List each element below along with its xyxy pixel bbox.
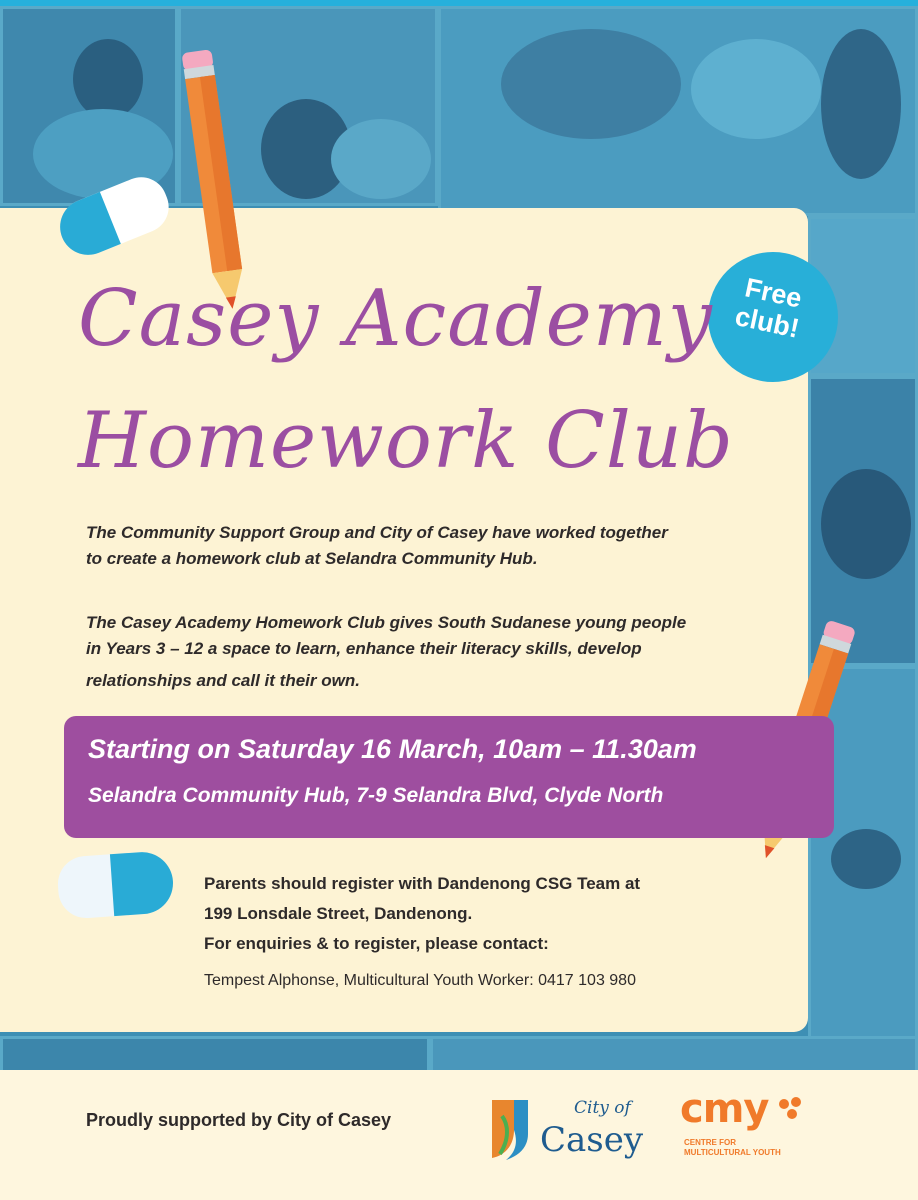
contact-line-1: Parents should register with Dandenong CSG Team at [204, 874, 641, 893]
photo-tile [0, 1036, 430, 1070]
eraser-bottom-icon [50, 844, 180, 924]
casey-logo-small-text: City of [574, 1098, 631, 1118]
event-date-time: Starting on Saturday 16 March, 10am – 11.30am [88, 734, 697, 764]
city-of-casey-logo [488, 1094, 648, 1164]
page-title-line-1: Casey Academy [78, 274, 713, 364]
intro-paragraph-1 [86, 520, 766, 572]
intro-line: relationships and call it their own. [86, 671, 360, 690]
casey-emblem-icon [488, 1094, 532, 1164]
photo-tile [438, 6, 918, 216]
badge-line-1: Free [742, 272, 805, 314]
cmy-logo-line-2: MULTICULTURAL YOUTH [684, 1148, 781, 1157]
page-title-line-2: Homework Club [78, 396, 734, 486]
intro-line: The Casey Academy Homework Club gives South Sudanese young people [86, 613, 687, 632]
eraser-top-icon [50, 166, 180, 266]
cmy-logo-line-1: CENTRE FOR [684, 1138, 736, 1147]
cmy-logo [680, 1086, 820, 1166]
cmy-flower-icon [774, 1094, 808, 1124]
photo-tile [430, 1036, 918, 1070]
casey-logo-big-text: Casey [540, 1120, 644, 1160]
cmy-logo-big-text: cmy [680, 1086, 769, 1132]
supported-by-text: Proudly supported by City of Casey [86, 1110, 392, 1130]
event-location: Selandra Community Hub, 7-9 Selandra Blvd, Clyde North [88, 784, 664, 807]
badge-line-2: club! [732, 301, 802, 344]
intro-line: to create a homework club at Selandra Community Hub. [86, 549, 538, 568]
event-banner [64, 716, 834, 838]
contact-line-2: 199 Lonsdale Street, Dandenong. [204, 904, 473, 923]
contact-person: Tempest Alphonse, Multicultural Youth Worker: 0417 103 980 [204, 972, 636, 989]
intro-line: in Years 3 – 12 a space to learn, enhance their literacy skills, develop [86, 639, 642, 658]
contact-line-3: For enquiries & to register, please contact: [204, 934, 549, 953]
intro-line: The Community Support Group and City of Casey have worked together [86, 523, 668, 542]
intro-paragraph-2 [86, 610, 766, 694]
